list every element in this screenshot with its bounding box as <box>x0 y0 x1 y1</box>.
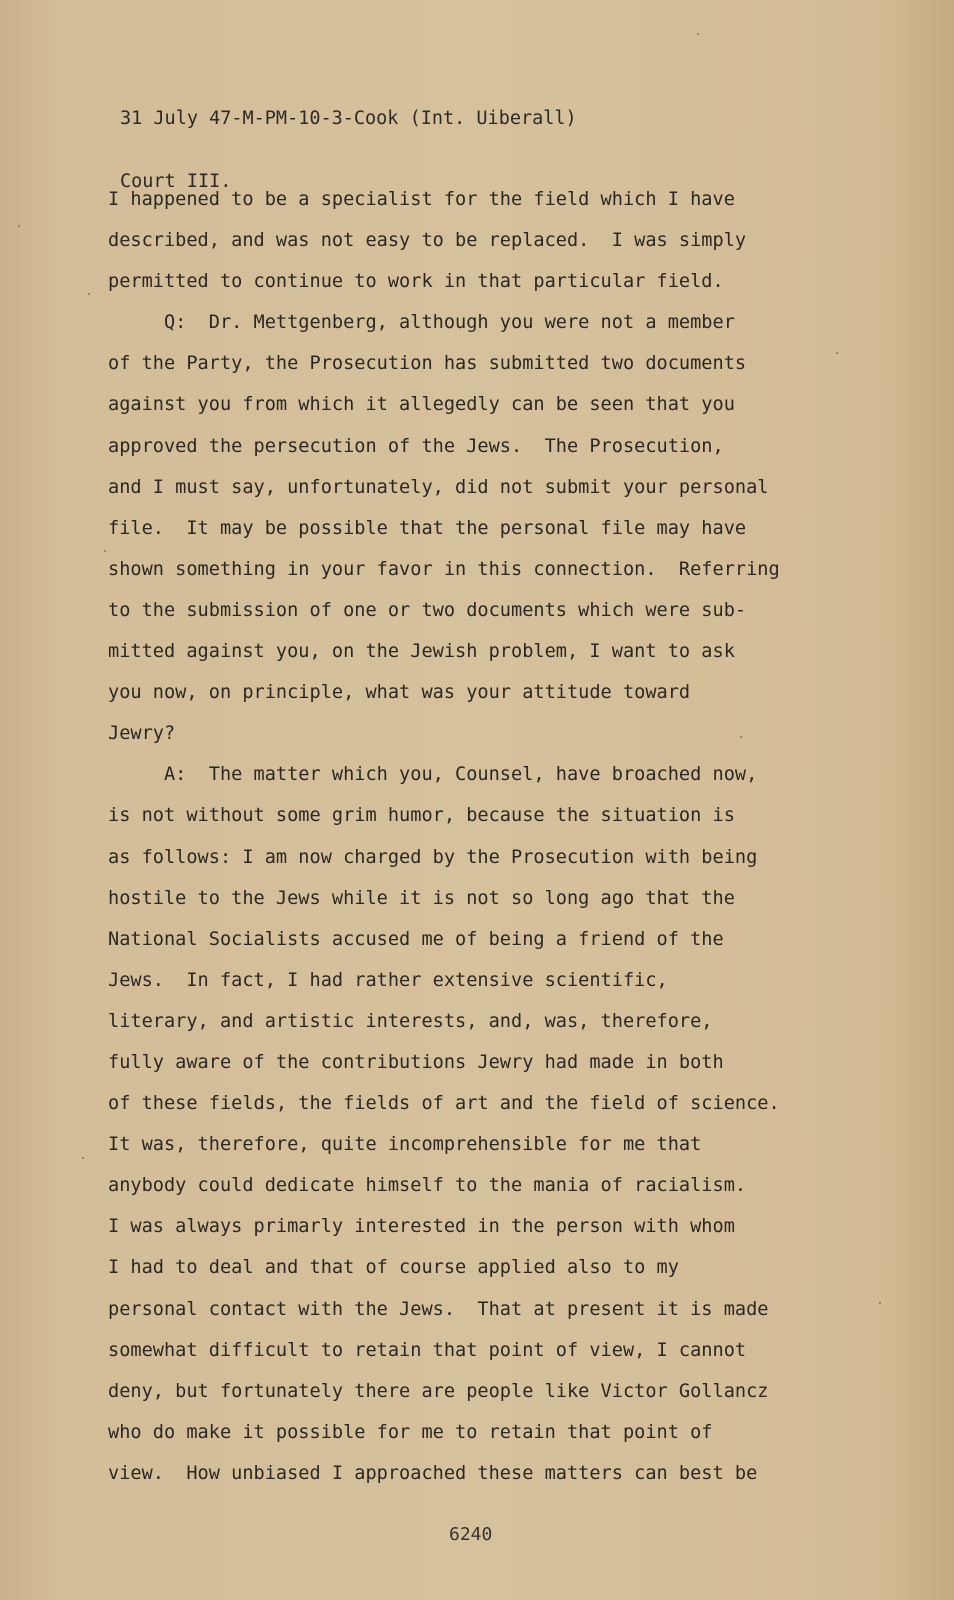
paper-speck <box>104 550 106 552</box>
text-line: who do make it possible for me to retain that point of <box>108 1421 713 1443</box>
text-line: deny, but fortunately there are people like Victor Gollancz <box>108 1380 769 1402</box>
text-line: I had to deal and that of course applied also to my <box>108 1257 679 1279</box>
page-number: 6240 <box>449 1524 493 1545</box>
text-line: is not without some grim humor, because the situation is <box>108 805 735 827</box>
text-line: you now, on principle, what was your attitude toward <box>108 682 691 704</box>
text-line: Q: Dr. Mettgenberg, although you were not a member <box>108 312 735 334</box>
text-line: Jews. In fact, I had rather extensive scientific, <box>108 969 668 991</box>
header-line-1: 31 July 47-M-PM-10-3-Cook (Int. Uiberall) <box>120 108 577 129</box>
text-line: against you from which it allegedly can be seen that you <box>108 394 735 416</box>
paper-speck <box>836 352 838 354</box>
text-line: hostile to the Jews while it is not so long ago that the <box>108 887 735 909</box>
paper-speck <box>740 736 742 738</box>
text-line: fully aware of the contributions Jewry had made in both <box>108 1051 724 1073</box>
text-line: permitted to continue to work in that particular field. <box>108 271 724 293</box>
text-line: personal contact with the Jews. That at present it is made <box>108 1298 769 1320</box>
text-line: to the submission of one or two documents which were sub- <box>108 599 747 621</box>
paper-speck <box>82 1157 84 1159</box>
text-line: as follows: I am now charged by the Prosecution with being <box>108 846 758 868</box>
text-line: shown something in your favor in this connection. Referring <box>108 558 780 580</box>
text-line: of these fields, the fields of art and the field of science. <box>108 1093 780 1115</box>
text-line: literary, and artistic interests, and, was, therefore, <box>108 1010 713 1032</box>
text-line: A: The matter which you, Counsel, have broached now, <box>108 764 758 786</box>
text-line: somewhat difficult to retain that point of view, I cannot <box>108 1339 747 1361</box>
text-line: anybody could dedicate himself to the mania of racialism. <box>108 1175 747 1197</box>
text-line: Jewry? <box>108 723 176 745</box>
text-line: It was, therefore, quite incomprehensible for me that <box>108 1134 702 1156</box>
body-text <box>108 179 868 1494</box>
header-line-2: Court III. <box>120 171 232 192</box>
text-line: view. How unbiased I approached these matters can best be <box>108 1462 758 1484</box>
text-line: approved the persecution of the Jews. The Prosecution, <box>108 435 724 457</box>
text-line: I happened to be a specialist for the field which I have <box>108 189 735 210</box>
paper-speck <box>18 225 20 227</box>
text-line: National Socialists accused me of being a friend of the <box>108 928 724 950</box>
text-line: and I must say, unfortunately, did not submit your personal <box>108 476 769 498</box>
text-line: described, and was not easy to be replaced. I was simply <box>108 230 747 252</box>
text-line: I was always primarly interested in the person with whom <box>108 1216 735 1238</box>
paper-speck <box>88 293 90 295</box>
paper-speck <box>879 1302 881 1304</box>
text-line: mitted against you, on the Jewish problem, I want to ask <box>108 641 735 663</box>
text-line: file. It may be possible that the personal file may have <box>108 517 747 539</box>
paper-speck <box>697 33 699 35</box>
text-line: of the Party, the Prosecution has submitted two documents <box>108 353 747 375</box>
